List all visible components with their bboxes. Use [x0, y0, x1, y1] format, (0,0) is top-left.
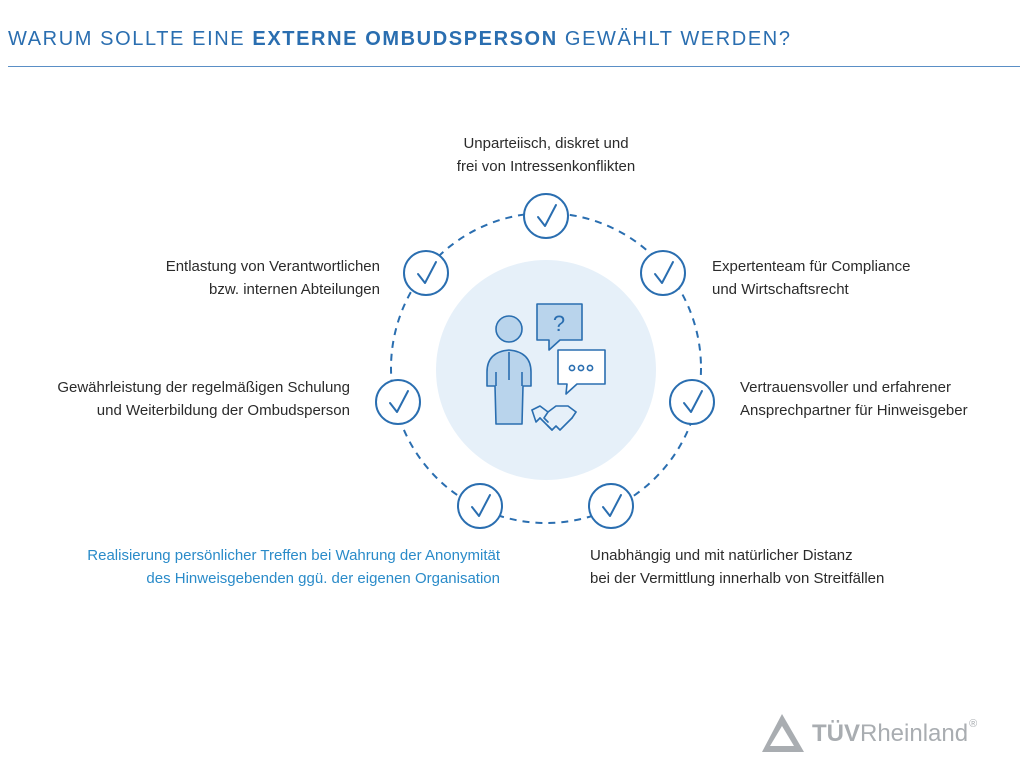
title-bold: EXTERNE OMBUDSPERSON [252, 28, 558, 50]
node-label-top [396, 132, 696, 178]
check-icon [641, 251, 685, 295]
node-label-line: Gewährleistung der regelmäßigen Schulung [57, 379, 350, 396]
check-icon [404, 251, 448, 295]
node-label-line: und Weiterbildung der Ombudsperson [96, 402, 350, 419]
node-label-right [740, 376, 968, 422]
node-label-line: bei der Vermittlung innerhalb von Streitfällen [590, 570, 885, 587]
node-label-line: Vertrauensvoller und erfahrener [740, 379, 951, 396]
question-mark: ? [552, 311, 566, 336]
node-label-lower-right [590, 544, 884, 590]
node-label-line: Unabhängig und mit natürlicher Distanz [590, 547, 853, 564]
node-label-upper-left [60, 255, 380, 301]
logo-wordmark [812, 720, 977, 748]
title-part2: GEWÄHLT WERDEN? [557, 28, 792, 50]
node-label-line: Unparteiisch, diskret und [463, 135, 629, 152]
check-icon [670, 380, 714, 424]
node-label-line: Ansprechpartner für Hinweisgeber [740, 402, 968, 419]
title-part1: WARUM SOLLTE EINE [8, 28, 253, 50]
node-label-line: des Hinweisgebenden ggü. der eigenen Organisation [146, 570, 500, 587]
node-label-line: Expertenteam für Compliance [712, 258, 911, 275]
check-icon [589, 484, 633, 528]
check-icon [376, 380, 420, 424]
check-icon [524, 194, 568, 238]
node-label-upper-right [712, 255, 910, 301]
tuv-triangle-icon [760, 712, 808, 756]
check-icon [458, 484, 502, 528]
node-label-line: und Wirtschaftsrecht [712, 281, 849, 298]
node-label-line: bzw. internen Abteilungen [209, 281, 380, 298]
node-label-line: frei von Intressenkonflikten [456, 158, 636, 175]
center-circle [436, 260, 656, 480]
node-label-lower-left [20, 544, 500, 590]
logo-registered-mark: ® [969, 718, 978, 730]
node-label-line: Entlastung von Verantwortlichen [165, 258, 380, 275]
node-label-left [10, 376, 350, 422]
logo-bold: TÜV [812, 720, 860, 747]
logo-regular: Rheinland [860, 720, 969, 747]
tuv-rheinland-logo [760, 712, 1000, 756]
node-label-line: Realisierung persönlicher Treffen bei Wahrung der Anonymität [87, 547, 500, 564]
